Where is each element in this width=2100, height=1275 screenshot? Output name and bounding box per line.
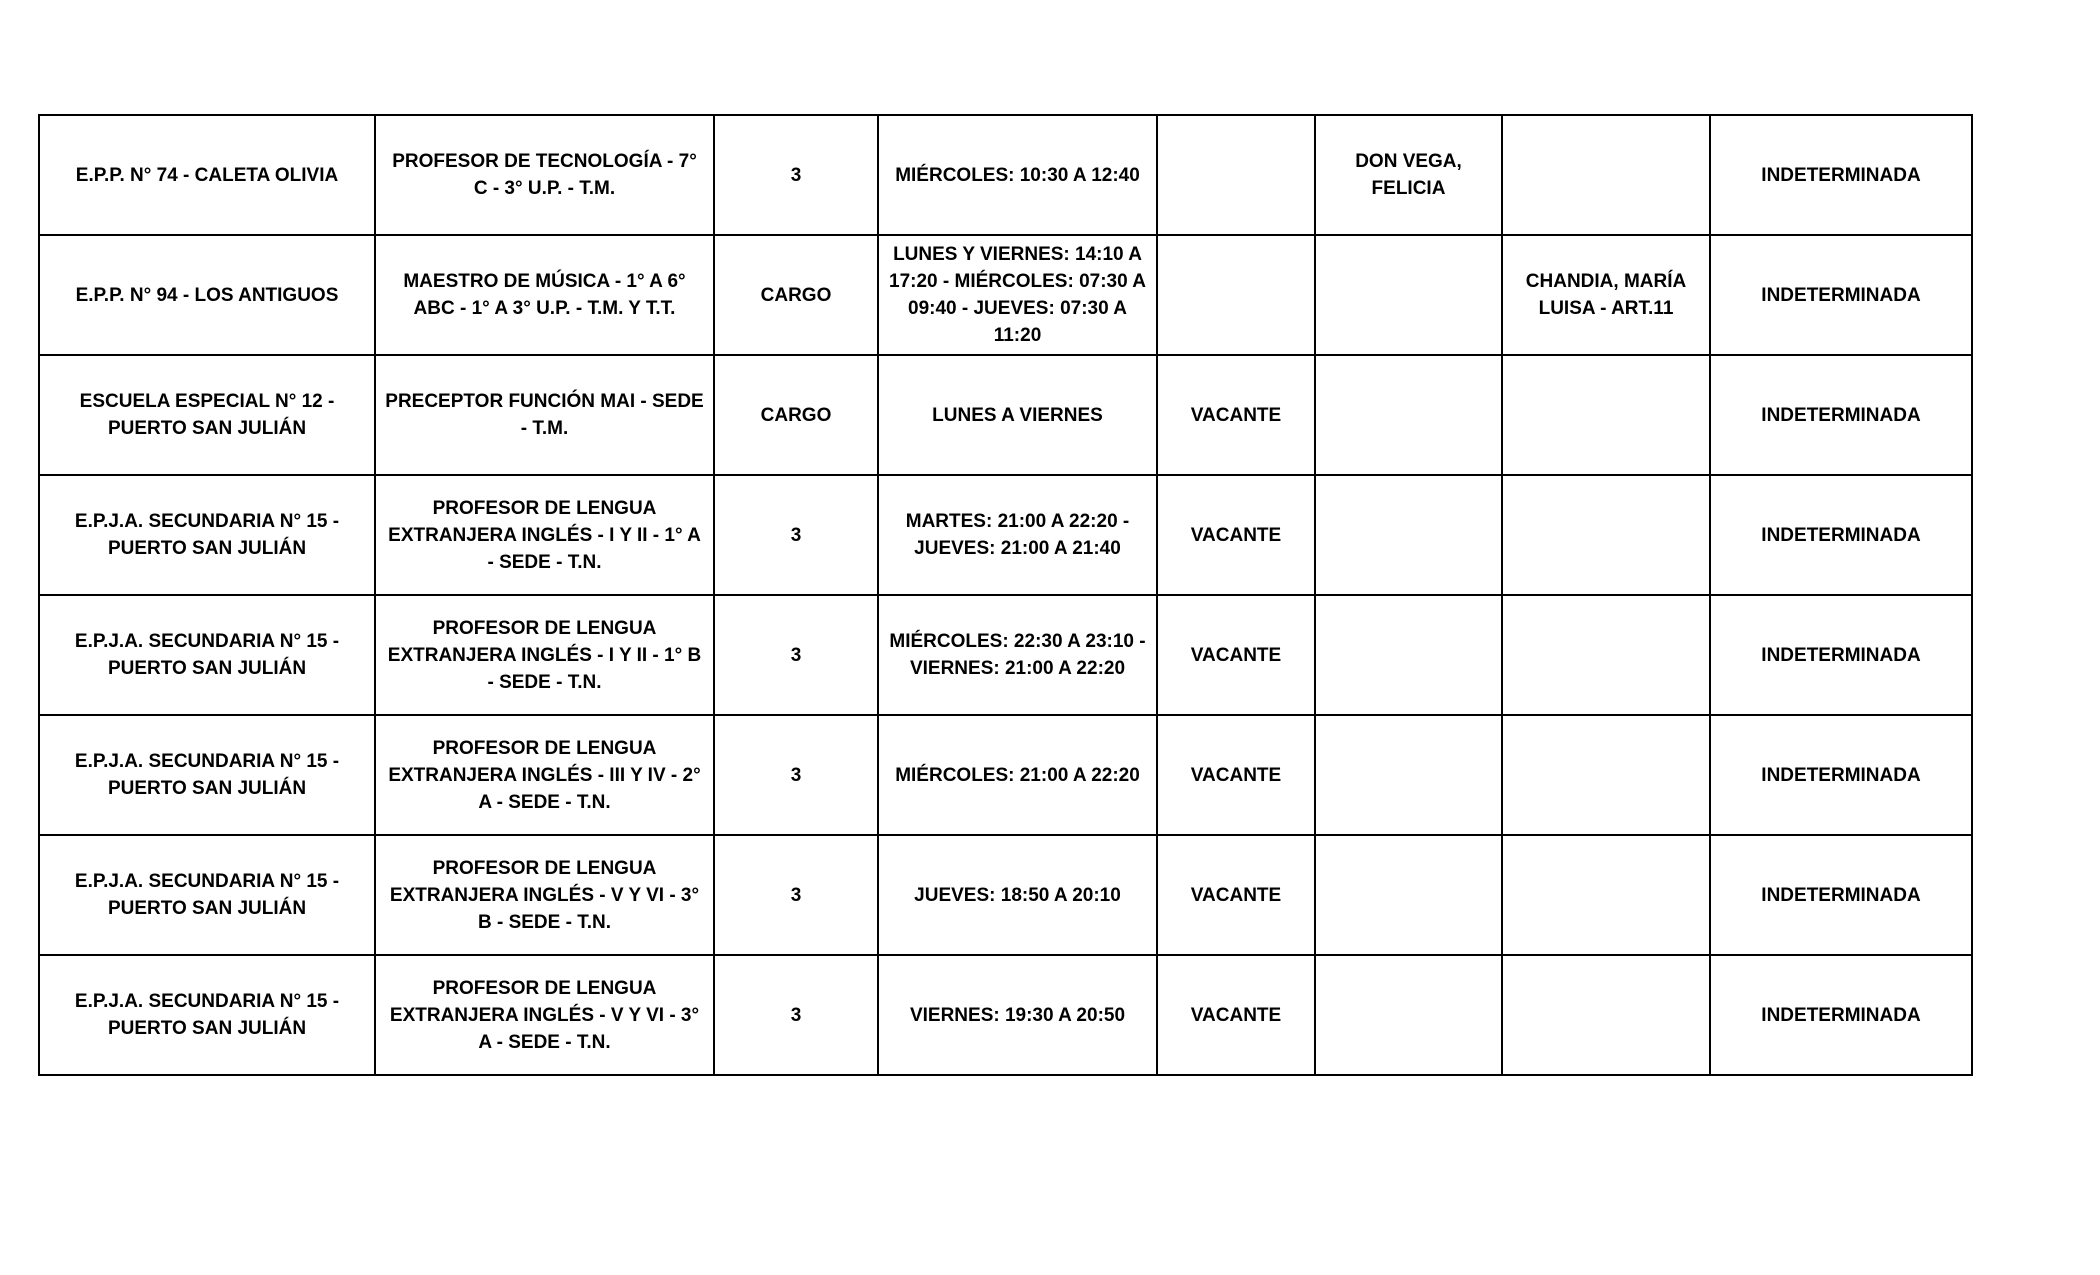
schedule-cell: LUNES A VIERNES (878, 355, 1157, 475)
hours-cell: 3 (714, 595, 878, 715)
hours-cell: CARGO (714, 235, 878, 355)
leave-cell (1502, 835, 1710, 955)
position-cell: PROFESOR DE LENGUA EXTRANJERA INGLÉS - I Y II - 1° B - SEDE - T.N. (375, 595, 714, 715)
schedule-cell: LUNES Y VIERNES: 14:10 A 17:20 - MIÉRCOLES: 07:30 A 09:40 - JUEVES: 07:30 A 11:20 (878, 235, 1157, 355)
hours-cell: 3 (714, 835, 878, 955)
duration-cell: INDETERMINADA (1710, 475, 1972, 595)
table-row (39, 355, 1972, 475)
table-row (39, 115, 1972, 235)
position-cell: PROFESOR DE LENGUA EXTRANJERA INGLÉS - III Y IV - 2° A - SEDE - T.N. (375, 715, 714, 835)
table-row (39, 235, 1972, 355)
position-cell: PROFESOR DE LENGUA EXTRANJERA INGLÉS - V Y VI - 3° B - SEDE - T.N. (375, 835, 714, 955)
school-cell: E.P.J.A. SECUNDARIA N° 15 - PUERTO SAN JULIÁN (39, 595, 375, 715)
school-cell: E.P.P. N° 94 - LOS ANTIGUOS (39, 235, 375, 355)
holder-cell (1315, 235, 1502, 355)
duration-cell: INDETERMINADA (1710, 715, 1972, 835)
leave-cell (1502, 475, 1710, 595)
status-cell (1157, 115, 1315, 235)
leave-cell (1502, 115, 1710, 235)
status-cell: VACANTE (1157, 835, 1315, 955)
schedule-cell: MIÉRCOLES: 22:30 A 23:10 - VIERNES: 21:00 A 22:20 (878, 595, 1157, 715)
table-body (39, 115, 1972, 1075)
status-cell: VACANTE (1157, 355, 1315, 475)
status-cell (1157, 235, 1315, 355)
leave-cell (1502, 715, 1710, 835)
holder-cell (1315, 835, 1502, 955)
school-cell: E.P.P. N° 74 - CALETA OLIVIA (39, 115, 375, 235)
table-row (39, 715, 1972, 835)
leave-cell (1502, 355, 1710, 475)
duration-cell: INDETERMINADA (1710, 835, 1972, 955)
status-cell: VACANTE (1157, 475, 1315, 595)
duration-cell: INDETERMINADA (1710, 355, 1972, 475)
position-cell: PROFESOR DE LENGUA EXTRANJERA INGLÉS - V Y VI - 3° A - SEDE - T.N. (375, 955, 714, 1075)
duration-cell: INDETERMINADA (1710, 235, 1972, 355)
holder-cell (1315, 955, 1502, 1075)
school-cell: E.P.J.A. SECUNDARIA N° 15 - PUERTO SAN JULIÁN (39, 835, 375, 955)
schedule-cell: MIÉRCOLES: 10:30 A 12:40 (878, 115, 1157, 235)
leave-cell (1502, 595, 1710, 715)
status-cell: VACANTE (1157, 715, 1315, 835)
leave-cell: CHANDIA, MARÍA LUISA - ART.11 (1502, 235, 1710, 355)
hours-cell: 3 (714, 715, 878, 835)
vacancy-table (38, 114, 1973, 1076)
holder-cell: DON VEGA, FELICIA (1315, 115, 1502, 235)
holder-cell (1315, 475, 1502, 595)
hours-cell: CARGO (714, 355, 878, 475)
table-row (39, 955, 1972, 1075)
holder-cell (1315, 595, 1502, 715)
duration-cell: INDETERMINADA (1710, 955, 1972, 1075)
duration-cell: INDETERMINADA (1710, 115, 1972, 235)
position-cell: PROFESOR DE TECNOLOGÍA - 7° C - 3° U.P. - T.M. (375, 115, 714, 235)
duration-cell: INDETERMINADA (1710, 595, 1972, 715)
table-row (39, 595, 1972, 715)
table-row (39, 475, 1972, 595)
table-row (39, 835, 1972, 955)
school-cell: E.P.J.A. SECUNDARIA N° 15 - PUERTO SAN JULIÁN (39, 475, 375, 595)
school-cell: E.P.J.A. SECUNDARIA N° 15 - PUERTO SAN JULIÁN (39, 715, 375, 835)
position-cell: PROFESOR DE LENGUA EXTRANJERA INGLÉS - I Y II - 1° A - SEDE - T.N. (375, 475, 714, 595)
hours-cell: 3 (714, 955, 878, 1075)
school-cell: E.P.J.A. SECUNDARIA N° 15 - PUERTO SAN JULIÁN (39, 955, 375, 1075)
hours-cell: 3 (714, 115, 878, 235)
document-page (38, 114, 1973, 1076)
schedule-cell: JUEVES: 18:50 A 20:10 (878, 835, 1157, 955)
status-cell: VACANTE (1157, 955, 1315, 1075)
school-cell: ESCUELA ESPECIAL N° 12 - PUERTO SAN JULIÁN (39, 355, 375, 475)
schedule-cell: MIÉRCOLES: 21:00 A 22:20 (878, 715, 1157, 835)
hours-cell: 3 (714, 475, 878, 595)
position-cell: MAESTRO DE MÚSICA - 1° A 6° ABC - 1° A 3° U.P. - T.M. Y T.T. (375, 235, 714, 355)
holder-cell (1315, 355, 1502, 475)
schedule-cell: MARTES: 21:00 A 22:20 - JUEVES: 21:00 A 21:40 (878, 475, 1157, 595)
schedule-cell: VIERNES: 19:30 A 20:50 (878, 955, 1157, 1075)
holder-cell (1315, 715, 1502, 835)
position-cell: PRECEPTOR FUNCIÓN MAI - SEDE - T.M. (375, 355, 714, 475)
leave-cell (1502, 955, 1710, 1075)
status-cell: VACANTE (1157, 595, 1315, 715)
